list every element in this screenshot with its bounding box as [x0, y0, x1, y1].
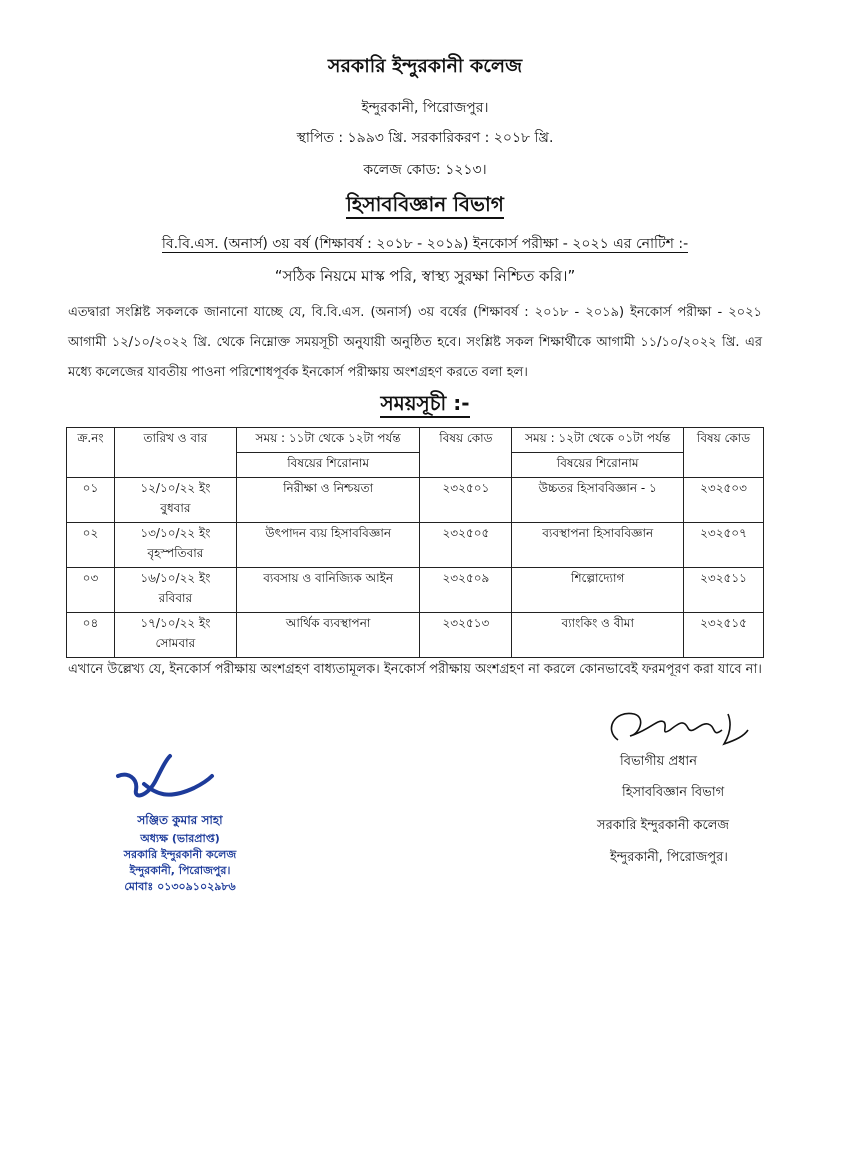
cell-date: ১২/১০/২২ ইং	[140, 481, 211, 495]
cell-code2: ২৩২৫১১	[684, 568, 764, 613]
cell-date: ১৭/১০/২২ ইং	[140, 616, 211, 630]
cell-subject1: ব্যবসায় ও বানিজ্যিক আইন	[236, 568, 420, 613]
principal-address: ইন্দুরকানী, পিরোজপুর।	[129, 864, 231, 877]
cell-day: বৃহস্পতিবার	[147, 546, 204, 560]
cell-subject2: ব্যবস্থাপনা হিসাববিজ্ঞান	[512, 523, 684, 568]
department-title: হিসাববিজ্ঞান বিভাগ	[346, 192, 504, 219]
closing-note: এখানে উল্লেখ্য যে, ইনকোর্স পরীক্ষায় অংশগ্রহণ বাধ্যতামূলক। ইনকোর্স পরীক্ষায় অংশগ্রহণ না করলে কোনভাবেই ফরমপূরণ করা যাবে না।	[68, 662, 762, 677]
principal-college: সরকারি ইন্দুরকানী কলেজ	[123, 848, 237, 861]
header-subject-code2: বিষয় কোড	[684, 428, 764, 478]
cell-subject1: উৎপাদন ব্যয় হিসাববিজ্ঞান	[236, 523, 420, 568]
hod-address: ইন্দুরকানী, পিরোজপুর।	[610, 850, 728, 865]
motto: “সঠিক নিয়মে মাস্ক পরি, স্বাস্থ্য সুরক্ষা নিশ্চিত করি।”	[274, 267, 576, 285]
cell-code1: ২৩২৫০৫	[420, 523, 512, 568]
cell-code1: ২৩২৫১৩	[420, 613, 512, 658]
notice-heading	[0, 232, 850, 256]
hod-college: সরকারি ইন্দুরকানী কলেজ	[597, 818, 730, 833]
cell-subject1: নিরীক্ষা ও নিশ্চয়তা	[236, 478, 420, 523]
cell-subject1: আর্থিক ব্যবস্থাপনা	[236, 613, 420, 658]
principal-role: অধ্যক্ষ (ভারপ্রাপ্ত)	[140, 832, 220, 845]
cell-day: রবিবার	[158, 591, 193, 605]
department-heading	[0, 190, 850, 223]
cell-subject2: ব্যাংকিং ও বীমা	[512, 613, 684, 658]
college-address: ইন্দুরকানী, পিরোজপুর।	[361, 100, 489, 116]
table-row	[67, 613, 764, 658]
table-row	[67, 478, 764, 523]
header-slot2-subject: বিষয়ের শিরোনাম	[512, 453, 684, 478]
cell-code1: ২৩২৫০১	[420, 478, 512, 523]
hod-title: বিভাগীয় প্রধান	[620, 754, 697, 769]
cell-serial: ০৩	[67, 568, 115, 613]
cell-day: সোমবার	[155, 636, 196, 650]
notice-title: বি.বি.এস. (অনার্স) ৩য় বর্ষ (শিক্ষাবর্ষ : ২০১৮ - ২০১৯) ইনকোর্স পরীক্ষা - ২০২১ এর নোটিশ :-	[161, 236, 689, 252]
principal-signature	[108, 750, 218, 810]
cell-date-day	[114, 613, 236, 658]
cell-serial: ০৪	[67, 613, 115, 658]
hod-department: হিসাববিজ্ঞান বিভাগ	[622, 785, 725, 800]
college-code: কলেজ কোড: ১২১৩।	[363, 162, 487, 178]
header-subject-code1: বিষয় কোড	[420, 428, 512, 478]
notice-body: এতদ্বারা সংশ্লিষ্ট সকলকে জানানো যাচ্ছে যে, বি.বি.এস. (অনার্স) ৩য় বর্ষের (শিক্ষাবর্ষ : ২০১৮ - ২০১৯) ইনকোর্স পরীক্ষা - ২০২১ আগামী ১২/১০/২০২২ খ্রি. থেকে নিম্নোক্ত সময়সূচী অনুযায়ী অনুষ্ঠিত হবে। সংশ্লিষ্ট সকল শিক্ষার্থীকে আগামী ১১/১০/২০২২ খ্রি. এর মধ্যে কলেজের যাবতীয় পাওনা পরিশোধপূর্বক ইনকোর্স পরীক্ষায় অংশগ্রহণ করতে বলা হল।	[68, 305, 762, 380]
cell-serial: ০২	[67, 523, 115, 568]
cell-code2: ২৩২৫০৭	[684, 523, 764, 568]
schedule-heading	[0, 389, 850, 422]
cell-code1: ২৩২৫০৯	[420, 568, 512, 613]
cell-code2: ২৩২৫০৩	[684, 478, 764, 523]
cell-date-day	[114, 478, 236, 523]
header-serial: ক্র.নং	[67, 428, 115, 478]
principal-name: সঞ্জিত কুমার সাহা	[137, 813, 223, 827]
table-row	[67, 523, 764, 568]
header-date-day: তারিখ ও বার	[114, 428, 236, 478]
schedule-title: সময়সূচী :-	[380, 391, 469, 418]
schedule-table	[66, 427, 764, 658]
hod-signature	[600, 700, 750, 755]
cell-date: ১৩/১০/২২ ইং	[140, 526, 211, 540]
cell-subject2: উচ্চতর হিসাববিজ্ঞান - ১	[512, 478, 684, 523]
cell-subject2: শিল্পোদ্যোগ	[512, 568, 684, 613]
header-slot1-subject: বিষয়ের শিরোনাম	[236, 453, 420, 478]
table-row	[67, 568, 764, 613]
header-slot2-time: সময় : ১২টা থেকে ০১টা পর্যন্ত	[512, 428, 684, 453]
cell-day: বুধবার	[160, 501, 191, 515]
established-info: স্থাপিত : ১৯৯৩ খ্রি. সরকারিকরণ : ২০১৮ খ্রি.	[296, 130, 554, 146]
principal-mobile: মোবাঃ ০১৩০৯১০২৯৮৬	[124, 880, 236, 893]
header-slot1-time: সময় : ১১টা থেকে ১২টা পর্যন্ত	[236, 428, 420, 453]
college-name: সরকারি ইন্দুরকানী কলেজ	[327, 55, 523, 77]
cell-date-day	[114, 568, 236, 613]
cell-date: ১৬/১০/২২ ইং	[140, 571, 211, 585]
cell-serial: ০১	[67, 478, 115, 523]
cell-code2: ২৩২৫১৫	[684, 613, 764, 658]
cell-date-day	[114, 523, 236, 568]
